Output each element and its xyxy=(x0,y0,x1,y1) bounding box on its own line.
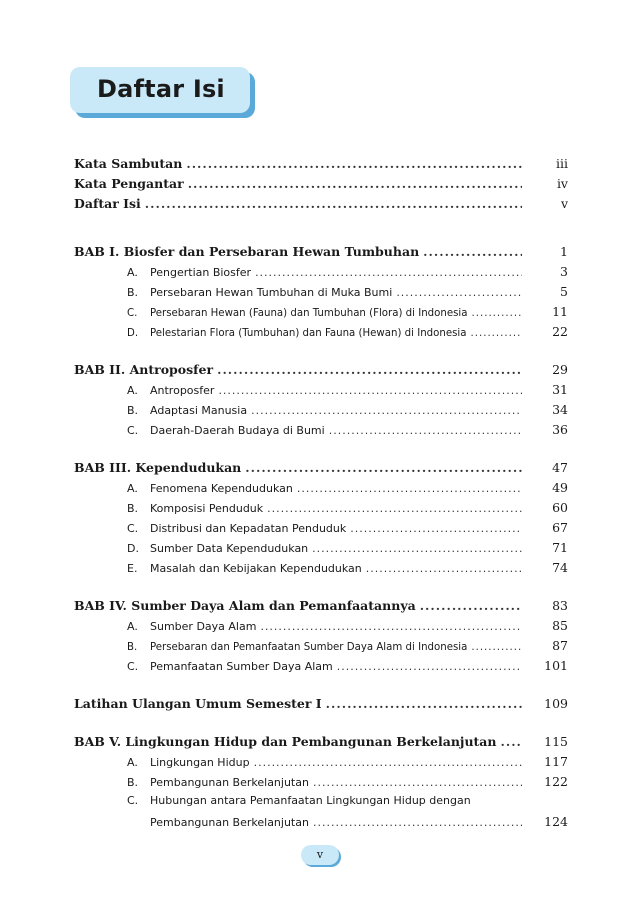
toc-page: iii xyxy=(556,156,568,171)
toc-title: Daftar Isi xyxy=(97,75,225,103)
item-letter: B. xyxy=(127,404,139,417)
item-label: Pelestarian Flora (Tumbuhan) dan Fauna (Hewan) di Indonesia xyxy=(150,328,467,339)
toc-row-3d[interactable] xyxy=(74,540,568,560)
toc-title-box xyxy=(70,67,250,113)
leader-dots xyxy=(245,460,522,475)
toc-row-latihan[interactable] xyxy=(74,696,568,716)
toc-label: Kata Pengantar xyxy=(74,176,184,191)
leader-dots xyxy=(312,542,522,555)
leader-dots xyxy=(366,562,522,575)
item-label: Antroposfer xyxy=(150,384,215,397)
toc-row-4c[interactable] xyxy=(74,658,568,678)
toc-page: 71 xyxy=(552,540,568,555)
toc-page: 83 xyxy=(552,598,568,613)
toc-page: 85 xyxy=(552,618,568,633)
leader-dots xyxy=(251,404,522,417)
item-letter: C. xyxy=(127,424,139,437)
leader-dots xyxy=(313,776,522,789)
toc-page: 49 xyxy=(552,480,568,495)
toc-row-2a[interactable] xyxy=(74,382,568,402)
toc-page: 124 xyxy=(544,814,568,829)
item-letter: B. xyxy=(127,776,139,789)
leader-dots xyxy=(337,660,522,673)
item-label: Pembangunan Berkelanjutan xyxy=(150,816,309,829)
item-label: Pembangunan Berkelanjutan xyxy=(150,776,309,789)
toc-page: 87 xyxy=(552,638,568,653)
toc-row-5a[interactable] xyxy=(74,754,568,774)
item-label: Adaptasi Manusia xyxy=(150,404,248,417)
item-label: Hubungan antara Pemanfaatan Lingkungan Hidup dengan xyxy=(150,794,471,807)
toc-page: v xyxy=(560,196,568,211)
item-letter: C. xyxy=(127,794,139,807)
item-label: Persebaran Hewan Tumbuhan di Muka Bumi xyxy=(150,286,393,299)
toc-page: 109 xyxy=(544,696,568,711)
toc-page: 47 xyxy=(552,460,568,475)
leader-dots xyxy=(255,266,522,279)
chapter-label: BAB II. Antroposfer xyxy=(74,362,214,377)
toc-row-3e[interactable] xyxy=(74,560,568,580)
item-letter: A. xyxy=(127,756,138,769)
item-label: Pemanfaatan Sumber Daya Alam xyxy=(150,660,333,673)
toc-row-bab-5[interactable] xyxy=(74,734,568,754)
toc-page: 67 xyxy=(552,520,568,535)
toc-page: 117 xyxy=(544,754,568,769)
toc-page: 31 xyxy=(552,382,568,397)
leader-dots xyxy=(260,620,522,633)
page-number-badge xyxy=(301,845,339,865)
chapter-label: Latihan Ulangan Umum Semester I xyxy=(74,696,322,711)
toc-page: 1 xyxy=(560,244,568,259)
toc-page: 29 xyxy=(552,362,568,377)
toc-page: 11 xyxy=(552,304,568,319)
toc-page: 74 xyxy=(552,560,568,575)
item-letter: A. xyxy=(127,482,138,495)
item-label: Lingkungan Hidup xyxy=(150,756,250,769)
leader-dots xyxy=(326,696,522,711)
leader-dots xyxy=(329,424,522,437)
toc-row-bab-3[interactable] xyxy=(74,460,568,480)
item-label: Sumber Daya Alam xyxy=(150,620,257,633)
item-letter: B. xyxy=(127,502,139,515)
toc-row-5c-cont[interactable] xyxy=(74,814,568,834)
toc-row-bab-4[interactable] xyxy=(74,598,568,618)
toc-row-bab-2[interactable] xyxy=(74,362,568,382)
toc-page: 36 xyxy=(552,422,568,437)
item-label: Pengertian Biosfer xyxy=(150,266,252,279)
leader-dots xyxy=(254,756,522,769)
item-label: Komposisi Penduduk xyxy=(150,502,264,515)
toc-row-3c[interactable] xyxy=(74,520,568,540)
toc-row-1b[interactable] xyxy=(74,284,568,304)
toc-row-1a[interactable] xyxy=(74,264,568,284)
chapter-label: BAB V. Lingkungan Hidup dan Pembangunan Berkelanjutan xyxy=(74,734,497,749)
toc-row-2c[interactable] xyxy=(74,422,568,442)
toc-row-1d[interactable] xyxy=(74,324,568,344)
item-label: Persebaran Hewan (Fauna) dan Tumbuhan (Flora) di Indonesia xyxy=(150,308,468,319)
leader-dots xyxy=(423,244,522,259)
item-letter: E. xyxy=(127,562,138,575)
item-letter: C. xyxy=(127,660,139,673)
leader-dots xyxy=(396,286,522,299)
table-of-contents xyxy=(74,156,568,834)
toc-page: 3 xyxy=(560,264,568,279)
toc-row-kata-pengantar[interactable] xyxy=(74,176,568,196)
toc-row-1c[interactable] xyxy=(74,304,568,324)
leader-dots xyxy=(470,328,522,339)
leader-dots xyxy=(267,502,522,515)
item-label: Sumber Data Kependudukan xyxy=(150,542,309,555)
toc-row-kata-sambutan[interactable] xyxy=(74,156,568,176)
item-label: Persebaran dan Pemanfaatan Sumber Daya Alam di Indonesia xyxy=(150,642,468,653)
toc-page: 101 xyxy=(544,658,568,673)
chapter-label: BAB III. Kependudukan xyxy=(74,460,242,475)
item-letter: C. xyxy=(127,522,139,535)
toc-row-2b[interactable] xyxy=(74,402,568,422)
leader-dots xyxy=(420,598,522,613)
toc-row-5c[interactable] xyxy=(74,794,568,814)
leader-dots xyxy=(188,176,522,191)
toc-row-bab-1[interactable] xyxy=(74,244,568,264)
toc-page: 115 xyxy=(544,734,568,749)
page-number: v xyxy=(316,848,324,861)
toc-row-4b[interactable] xyxy=(74,638,568,658)
leader-dots xyxy=(186,156,522,171)
toc-page: 60 xyxy=(552,500,568,515)
item-letter: B. xyxy=(127,642,138,653)
toc-row-3a[interactable] xyxy=(74,480,568,500)
item-letter: B. xyxy=(127,286,139,299)
toc-page: iv xyxy=(556,176,568,191)
toc-label: Daftar Isi xyxy=(74,196,141,211)
item-letter: A. xyxy=(127,266,138,279)
leader-dots xyxy=(313,816,522,829)
item-label: Masalah dan Kebijakan Kependudukan xyxy=(150,562,362,575)
toc-label: Kata Sambutan xyxy=(74,156,183,171)
leader-dots xyxy=(217,362,522,377)
item-label: Daerah-Daerah Budaya di Bumi xyxy=(150,424,325,437)
toc-row-5b[interactable] xyxy=(74,774,568,794)
toc-page: 5 xyxy=(560,284,568,299)
item-letter: C. xyxy=(127,308,138,319)
leader-dots xyxy=(297,482,522,495)
leader-dots xyxy=(471,642,522,653)
item-label: Fenomena Kependudukan xyxy=(150,482,293,495)
leader-dots xyxy=(501,734,523,749)
chapter-label: BAB I. Biosfer dan Persebaran Hewan Tumbuhan xyxy=(74,244,420,259)
toc-row-3b[interactable] xyxy=(74,500,568,520)
chapter-label: BAB IV. Sumber Daya Alam dan Pemanfaatannya xyxy=(74,598,416,613)
leader-dots xyxy=(350,522,522,535)
leader-dots xyxy=(145,196,522,211)
toc-row-daftar-isi[interactable] xyxy=(74,196,568,216)
toc-row-4a[interactable] xyxy=(74,618,568,638)
item-label: Distribusi dan Kepadatan Penduduk xyxy=(150,522,347,535)
toc-page: 22 xyxy=(552,324,568,339)
leader-dots xyxy=(471,308,522,319)
item-letter: D. xyxy=(127,328,139,339)
item-letter: A. xyxy=(127,620,138,633)
leader-dots xyxy=(218,384,522,397)
item-letter: D. xyxy=(127,542,139,555)
item-letter: A. xyxy=(127,384,138,397)
toc-page: 34 xyxy=(552,402,568,417)
toc-page: 122 xyxy=(544,774,568,789)
